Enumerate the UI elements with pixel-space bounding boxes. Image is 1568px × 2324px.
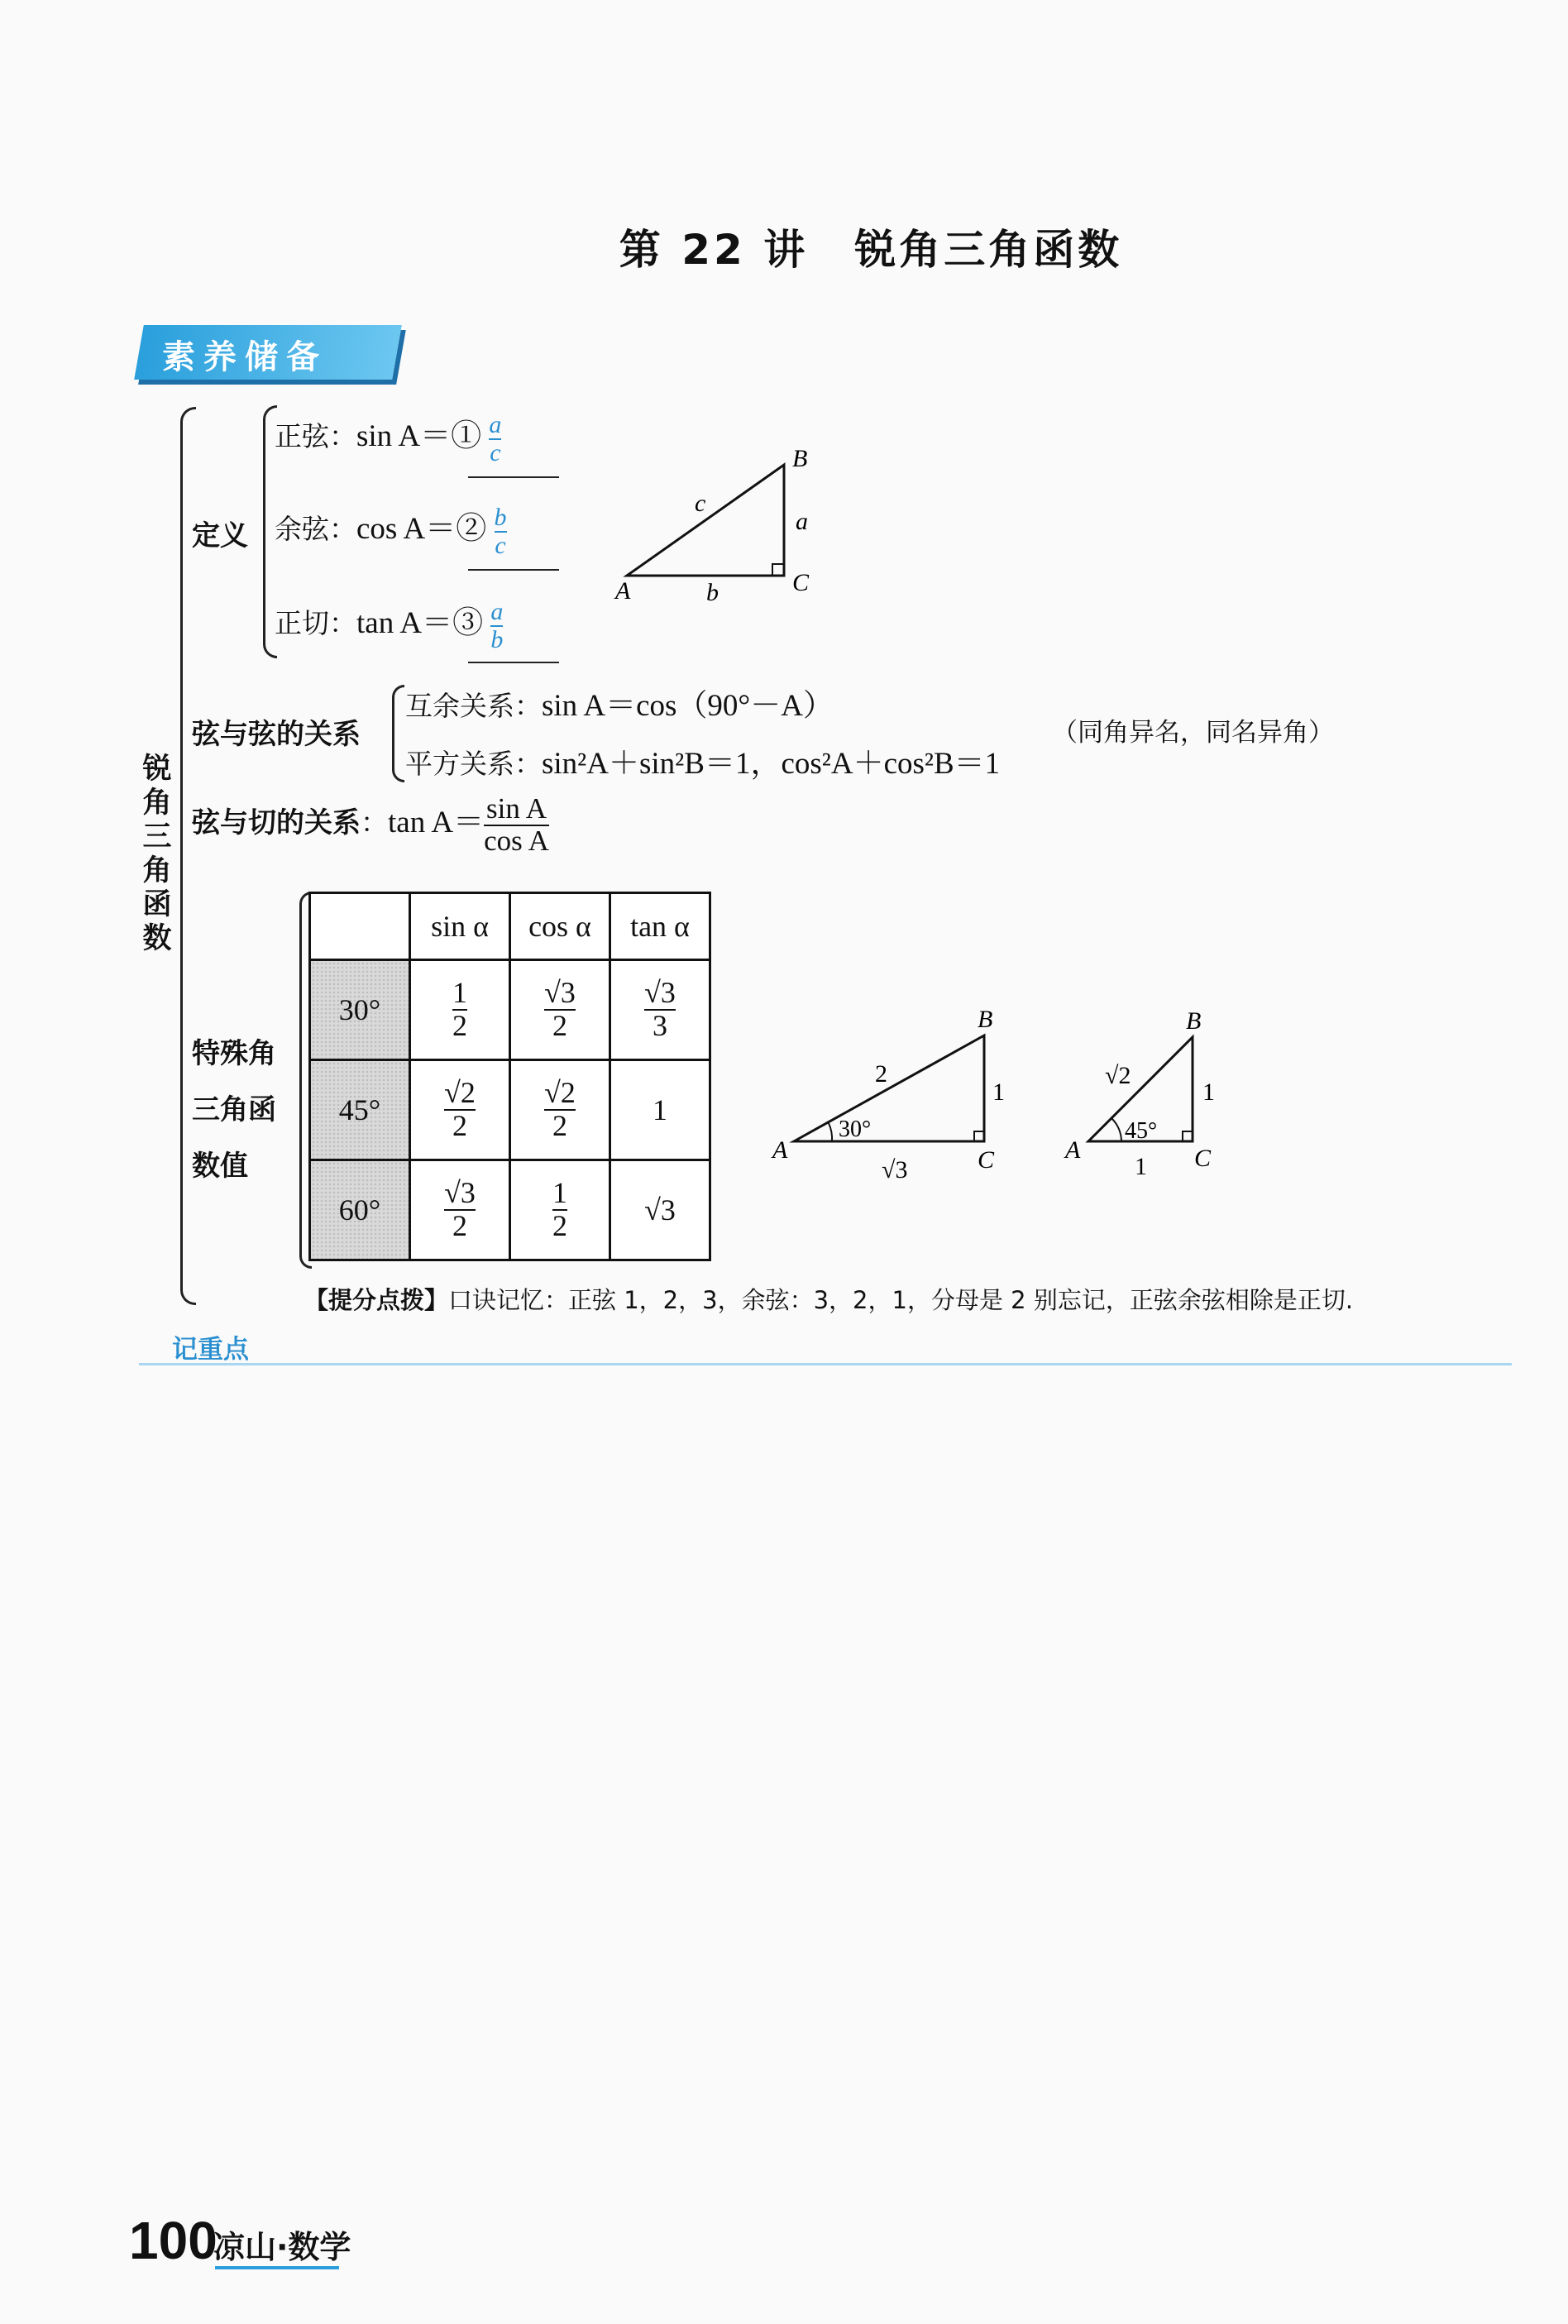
special-label: 特殊角 三角函 数值 [192, 1037, 276, 1183]
section-tag: 素养储备 [162, 338, 327, 376]
hypotenuse-label: √2 [1105, 1062, 1131, 1089]
tan-relation: 弦与切的关系：tan A＝ $\frac{\text{sin A}}{\text{cos A}}$ [192, 792, 549, 857]
special-angle-table [308, 892, 711, 1261]
table-row: 30° $\frac{1}{2}$ $\frac{√3}{2}$ $\frac{√3}{3}$ [310, 960, 710, 1060]
opposite-label: 1 [992, 1078, 1005, 1106]
relation-brace [392, 685, 404, 782]
value-cell: √3 [610, 1160, 710, 1260]
relation-note: （同角异名，同名异角） [1052, 718, 1334, 748]
tan-definition: 正切：tan A＝③ $\frac{a}{b}$ [275, 598, 504, 653]
cos-definition: 余弦：cos A＝② $\frac{b}{c}$ [275, 504, 507, 559]
triangle-30-shape [794, 1035, 984, 1141]
vertex-a: A [615, 577, 631, 605]
book-title-underline [215, 2266, 339, 2269]
lesson-title: 锐角三角函数 [854, 226, 1123, 274]
angle-label: 30° [839, 1117, 872, 1142]
triangle-30-diagram [761, 1001, 1034, 1191]
header-sin: sin α [410, 893, 510, 960]
table-corner [310, 893, 410, 960]
sin-answer: $\frac{a}{c}$ [489, 411, 502, 466]
angle-cell: 60° [310, 1160, 410, 1260]
svg-text:B: B [1186, 1007, 1202, 1035]
side-a: a [796, 508, 808, 535]
table-row: 60° $\frac{√3}{2}$ $\frac{1}{2}$ √3 [310, 1160, 710, 1260]
opposite-label: 1 [1202, 1078, 1215, 1106]
book-title: 凉山·数学 [213, 2229, 351, 2265]
page-title [0, 217, 1568, 276]
lesson-number: 第 22 讲 [619, 226, 809, 274]
svg-text:B: B [978, 1006, 993, 1033]
tip-text: 【提分点拨】口诀记忆：正弦 1，2，3，余弦：3，2，1，分母是 2 别忘记，正弦余弦相除是正切. [304, 1286, 1354, 1314]
vertex-c: C [792, 569, 810, 596]
table-row: 45° $\frac{√2}{2}$ $\frac{√2}{2}$ 1 [310, 1060, 710, 1160]
svg-text:A: A [772, 1136, 788, 1164]
header-tan: tan α [610, 893, 710, 960]
page-number: 100 [129, 2211, 218, 2270]
right-triangle-diagram [604, 447, 819, 612]
angle-arc [1111, 1118, 1121, 1141]
value-cell: 1 [610, 1060, 710, 1160]
cos-answer: $\frac{b}{c}$ [494, 504, 507, 559]
svg-text:A: A [1065, 1136, 1081, 1164]
side-c: c [695, 490, 706, 517]
svg-text:C: C [978, 1146, 995, 1174]
notes-label: 记重点 [172, 1335, 249, 1365]
svg-text:C: C [1194, 1145, 1212, 1172]
adjacent-label: √3 [882, 1156, 908, 1184]
root-label: 锐 角 三 角 函 数 [142, 753, 172, 955]
definition-label: 定义 [192, 519, 248, 552]
vertex-b: B [792, 447, 808, 472]
angle-cell: 30° [310, 960, 410, 1060]
angle-arc [829, 1123, 832, 1141]
header-cos: cos α [510, 893, 610, 960]
triangle-45-diagram [1059, 1006, 1241, 1188]
tan-answer-line [468, 662, 559, 663]
hypotenuse-label: 2 [875, 1060, 887, 1088]
cos-answer-line [468, 569, 559, 571]
complement-relation: 互余关系：sin A＝cos（90°－A） [405, 689, 834, 723]
triangle-shape [627, 465, 784, 576]
angle-label: 45° [1125, 1118, 1158, 1144]
side-b: b [706, 579, 719, 606]
relation-label: 弦与弦的关系 [192, 718, 361, 751]
adjacent-label: 1 [1135, 1153, 1147, 1180]
right-angle-mark [772, 564, 784, 576]
square-relation: 平方关系：sin²A＋sin²B＝1，cos²A＋cos²B＝1 [405, 747, 1001, 781]
notes-divider [139, 1363, 1512, 1365]
sin-definition: 正弦：sin A＝① $\frac{a}{c}$ [275, 411, 502, 466]
angle-cell: 45° [310, 1060, 410, 1160]
tan-answer: $\frac{a}{b}$ [490, 598, 504, 653]
sin-answer-line [468, 476, 559, 478]
